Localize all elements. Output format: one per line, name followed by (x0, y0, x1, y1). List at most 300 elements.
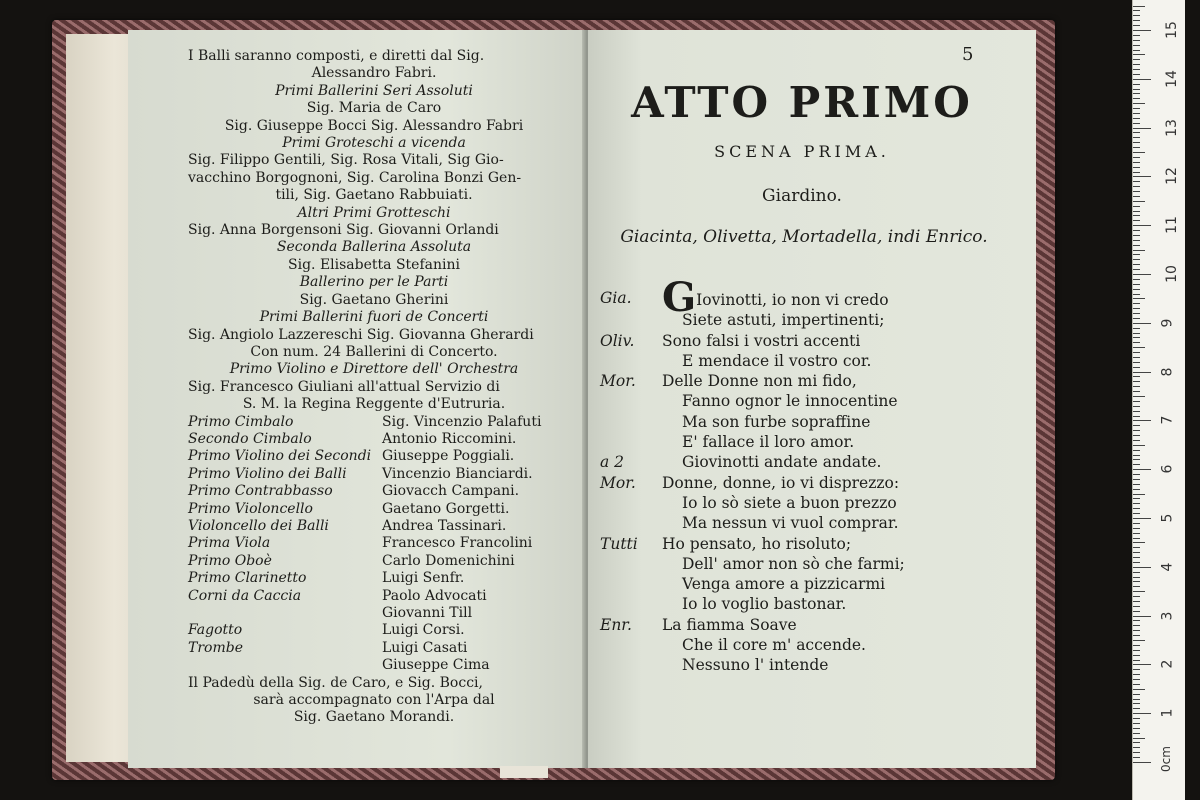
speaker (600, 513, 662, 533)
ruler-tick (1133, 396, 1145, 397)
ruler-tick (1133, 489, 1140, 490)
ruler-tick (1133, 93, 1140, 94)
ruler-tick (1133, 269, 1140, 270)
verse-line (600, 655, 1020, 675)
speaker (600, 594, 662, 614)
orchestra-row (188, 483, 560, 500)
ruler-number: 9 (1159, 318, 1176, 328)
verse-line (600, 351, 1020, 371)
orchestra-role (188, 657, 382, 674)
ruler-tick (1133, 103, 1145, 104)
ruler-number: 15 (1163, 21, 1180, 39)
ruler-tick (1133, 699, 1140, 700)
ruler-tick (1133, 211, 1140, 212)
ruler-tick (1133, 201, 1145, 202)
ruler-tick (1133, 401, 1140, 402)
left-page-line: vacchino Borgognoni, Sig. Carolina Bonzi Gen- (188, 169, 522, 186)
orchestra-member: Giovacch Campani. (382, 483, 520, 500)
verse-text: Ma nessun vi vuol comprar. (682, 514, 899, 533)
ruler-tick (1133, 513, 1140, 514)
verse-text: E' fallace il loro amor. (682, 433, 855, 452)
ruler-tick (1133, 6, 1145, 7)
ruler-tick (1133, 611, 1140, 612)
ruler-tick (1133, 367, 1140, 368)
ruler-tick (1133, 674, 1140, 675)
ruler-tick (1133, 669, 1140, 670)
page-number: 5 (962, 44, 974, 65)
speaker: a 2 (600, 453, 625, 472)
ruler-tick (1133, 113, 1140, 114)
ruler-tick (1133, 591, 1145, 592)
ruler-tick (1133, 416, 1140, 417)
verse-line (600, 331, 1020, 351)
verse-line (600, 473, 1020, 493)
verse-line (600, 412, 1020, 432)
verse-text: Dell' amor non sò che farmi; (682, 554, 905, 573)
ruler-tick (1133, 728, 1140, 729)
ruler-number: 3 (1159, 611, 1176, 621)
ruler-tick (1133, 381, 1140, 382)
verse-line (600, 594, 1020, 614)
orchestra-row (188, 605, 560, 622)
ruler-tick (1133, 459, 1140, 460)
ruler-tick (1133, 50, 1140, 51)
speaker (600, 635, 662, 655)
ruler-tick (1133, 508, 1140, 509)
orchestra-row (188, 518, 560, 535)
ruler-tick (1133, 254, 1140, 255)
ruler-tick (1133, 455, 1140, 456)
ruler-tick (1133, 235, 1140, 236)
closing-line: Sig. Gaetano Morandi. (293, 709, 455, 726)
ruler-tick (1133, 176, 1151, 177)
verse-line (600, 452, 1020, 472)
ruler-tick (1133, 294, 1140, 295)
ruler-tick (1133, 167, 1140, 168)
ruler-tick (1133, 738, 1145, 739)
ruler-tick (1133, 420, 1151, 421)
orchestra-member: Giuseppe Cima (382, 657, 490, 674)
ruler-tick (1133, 479, 1140, 480)
orchestra-role: Corni da Caccia (188, 587, 302, 604)
ruler-number: 14 (1163, 69, 1180, 88)
orchestra-member: Luigi Senfr. (382, 570, 465, 587)
ruler-number: 5 (1159, 513, 1176, 523)
verse-line (600, 635, 1020, 655)
ruler-tick (1133, 264, 1140, 265)
ruler-tick (1133, 474, 1140, 475)
orchestra-role: Primo Violino dei Balli (188, 465, 347, 482)
right-page (588, 30, 1036, 768)
ruler-tick (1133, 279, 1140, 280)
ruler-tick (1133, 347, 1145, 348)
verse-text: Delle Donne non mi fido, (662, 372, 857, 391)
orchestra-row (188, 570, 560, 587)
ruler-tick (1133, 30, 1151, 31)
ruler-tick (1133, 542, 1145, 543)
ruler-tick (1133, 35, 1140, 36)
orchestra-member: Sig. Vincenzio Palafuti (382, 413, 542, 430)
ruler-tick (1133, 391, 1140, 392)
ruler-tick (1133, 142, 1140, 143)
verse-line (600, 574, 1020, 594)
orchestra-row (188, 588, 560, 605)
ruler-tick (1133, 328, 1140, 329)
verse-line (600, 534, 1020, 554)
ruler-tick (1133, 664, 1151, 665)
ruler-tick (1133, 84, 1140, 85)
ruler-tick (1133, 498, 1140, 499)
verse-text: Fanno ognor le innocentine (682, 392, 898, 411)
orchestra-role: Fagotto (188, 622, 243, 639)
ruler-tick (1133, 650, 1140, 651)
orchestra-member: Vincenzio Bianciardi. (382, 465, 533, 482)
speaker (600, 351, 662, 371)
orchestra-row (188, 501, 560, 518)
ruler-tick (1133, 352, 1140, 353)
ruler-tick (1133, 503, 1140, 504)
ruler-tick (1133, 733, 1140, 734)
ruler-tick (1133, 567, 1151, 568)
ruler-tick (1133, 342, 1140, 343)
ruler-tick (1133, 59, 1140, 60)
left-page-line: Primi Ballerini fuori de Concerti (259, 309, 489, 326)
verse-text: Che il core m' accende. (682, 636, 866, 655)
ruler-tick (1133, 742, 1140, 743)
ruler-tick (1133, 430, 1140, 431)
verse-text: Ma son furbe sopraffine (682, 412, 871, 431)
verses (600, 274, 1020, 676)
orchestra-member: Gaetano Gorgetti. (382, 500, 510, 517)
ruler-tick (1133, 123, 1140, 124)
orchestra-role: Primo Contrabbasso (188, 483, 333, 500)
ruler-tick (1133, 694, 1140, 695)
closing-line: Il Padedù della Sig. de Caro, e Sig. Bocci, (188, 674, 483, 691)
orchestra-role: Primo Oboè (188, 552, 272, 569)
ruler-tick (1133, 357, 1140, 358)
orchestra-member: Luigi Casati (382, 639, 468, 656)
verse-text: Ho pensato, ho risoluto; (662, 534, 852, 553)
bookmark-tab (500, 766, 548, 778)
speaker (600, 412, 662, 432)
ruler-tick (1133, 15, 1140, 16)
ruler-tick (1133, 206, 1140, 207)
ruler-number: 11 (1163, 216, 1180, 235)
ruler-tick (1133, 425, 1140, 426)
ruler-tick (1133, 274, 1151, 275)
ruler-tick (1133, 181, 1140, 182)
ruler-tick (1133, 25, 1140, 26)
ruler-tick (1133, 655, 1140, 656)
ruler-tick (1133, 523, 1140, 524)
ruler-tick (1133, 20, 1140, 21)
orchestra-role: Violoncello dei Balli (188, 517, 329, 534)
ruler-tick (1133, 757, 1140, 758)
scene-characters: Giacinta, Olivetta, Mortadella, indi Enrico. (620, 227, 988, 247)
verse-line (600, 371, 1020, 391)
orchestra-row (188, 414, 560, 431)
ruler-tick (1133, 69, 1140, 70)
ruler-tick (1133, 601, 1140, 602)
left-page-line: Primi Groteschi a vicenda (282, 135, 466, 152)
orchestra-role: Primo Violoncello (188, 500, 313, 517)
ruler-tick (1133, 557, 1140, 558)
left-page-line: Sig. Francesco Giuliani all'attual Servizio di (188, 378, 500, 395)
left-page-line: Seconda Ballerina Assoluta (276, 239, 472, 256)
ruler-tick (1133, 552, 1140, 553)
speaker: Enr. (600, 615, 632, 634)
ruler-tick (1133, 362, 1140, 363)
verse-line (600, 432, 1020, 452)
ruler-tick (1133, 215, 1140, 216)
left-page-line: Ballerino per le Parti (299, 274, 449, 291)
ruler-tick (1133, 118, 1140, 119)
verse-text: Giovinotti andate andate. (682, 453, 882, 472)
ruler-tick (1133, 64, 1140, 65)
ruler-tick (1133, 74, 1140, 75)
ruler-tick (1133, 528, 1140, 529)
orchestra-row (188, 431, 560, 448)
closing-line: sarà accompagnato con l'Arpa dal (253, 692, 495, 709)
ruler-tick (1133, 132, 1140, 133)
ruler-tick (1133, 752, 1140, 753)
ruler-number: 6 (1159, 464, 1176, 474)
ruler-tick (1133, 533, 1140, 534)
orchestra-role: Secondo Cimbalo (188, 430, 312, 447)
speaker: Mor. (600, 372, 636, 391)
speaker (600, 493, 662, 513)
left-page-line: Sig. Maria de Caro (306, 100, 442, 117)
ruler-tick (1133, 494, 1145, 495)
orchestra-role: Primo Cimbalo (188, 413, 294, 430)
left-page-line: Sig. Angiolo Lazzereschi Sig. Giovanna Gherardi (188, 326, 534, 343)
ruler-tick (1133, 137, 1140, 138)
verse-line (600, 310, 1020, 330)
orchestra-role: Trombe (188, 639, 243, 656)
ruler-tick (1133, 162, 1140, 163)
ruler-tick (1133, 718, 1140, 719)
ruler-number: 7 (1159, 415, 1176, 425)
ruler-tick (1133, 323, 1151, 324)
ruler-tick (1133, 313, 1140, 314)
verse-text: Io lo sò siete a buon prezzo (682, 493, 897, 512)
ruler-tick (1133, 679, 1140, 680)
verse-text: Venga amore a pizzicarmi (682, 575, 886, 594)
ruler-tick (1133, 606, 1140, 607)
speaker (600, 574, 662, 594)
left-page-line: I Balli saranno composti, e diretti dal Sig. (188, 48, 485, 64)
orchestra-member: Paolo Advocati (382, 587, 487, 604)
verse-line (600, 493, 1020, 513)
left-page-line: Sig. Giuseppe Bocci Sig. Alessandro Fabri (224, 117, 524, 134)
ruler-tick (1133, 640, 1145, 641)
orchestra-row (188, 657, 560, 674)
ruler-tick (1133, 245, 1140, 246)
ruler-tick (1133, 723, 1140, 724)
ruler-tick (1133, 440, 1140, 441)
ruler-tick (1133, 191, 1140, 192)
ruler-tick (1133, 625, 1140, 626)
speaker: Oliv. (600, 331, 635, 350)
ruler-tick (1133, 713, 1151, 714)
orchestra-row (188, 535, 560, 552)
ruler-tick (1133, 108, 1140, 109)
ruler-tick (1133, 45, 1140, 46)
ruler-tick (1133, 230, 1140, 231)
left-page-line: Sig. Filippo Gentili, Sig. Rosa Vitali, Sig Gio- (188, 152, 504, 169)
orchestra-row (188, 640, 560, 657)
orchestra-member: Luigi Corsi. (382, 622, 465, 639)
ruler-unit: 0cm (1158, 746, 1173, 772)
ruler-tick (1133, 645, 1140, 646)
ruler-tick (1133, 54, 1145, 55)
ruler-tick (1133, 376, 1140, 377)
orchestra-member: Carlo Domenichini (382, 552, 515, 569)
ruler-tick (1133, 289, 1140, 290)
ruler-number: 10 (1163, 265, 1180, 283)
speaker (600, 391, 662, 411)
ruler-tick (1133, 220, 1140, 221)
verse-text: E mendace il vostro cor. (682, 351, 872, 370)
orchestra-row (188, 448, 560, 465)
ruler-tick (1133, 308, 1140, 309)
ruler-tick (1133, 630, 1140, 631)
left-page-line: Primo Violino e Direttore dell' Orchestra (229, 361, 519, 378)
left-page-line: Con num. 24 Ballerini di Concerto. (250, 343, 498, 360)
verse-line (600, 615, 1020, 635)
ruler-tick (1133, 337, 1140, 338)
ruler-tick (1133, 450, 1140, 451)
ruler-tick (1133, 445, 1145, 446)
ruler-tick (1133, 157, 1140, 158)
ruler-tick (1133, 196, 1140, 197)
left-page-line: Alessandro Fabri. (311, 65, 437, 82)
ruler-tick (1133, 152, 1145, 153)
orchestra-member: Andrea Tassinari. (382, 517, 507, 534)
left-page-text (188, 48, 560, 727)
ruler-tick (1133, 40, 1140, 41)
verse-text: La fiamma Soave (662, 615, 797, 634)
verse-text: Nessuno l' intende (682, 656, 829, 675)
ruler-tick (1133, 79, 1151, 80)
ruler-tick (1133, 411, 1140, 412)
left-page-line: Sig. Elisabetta Stefanini (288, 256, 460, 273)
ruler-tick (1133, 708, 1140, 709)
orchestra-member: Francesco Francolini (382, 535, 533, 552)
left-page-line: Sig. Anna Borgensoni Sig. Giovanni Orlandi (188, 222, 499, 239)
verse-line (600, 554, 1020, 574)
ruler-tick (1133, 406, 1140, 407)
ruler-tick (1133, 318, 1140, 319)
verse-text: Donne, donne, io vi disprezzo: (662, 473, 900, 492)
speaker (600, 554, 662, 574)
ruler-tick (1133, 172, 1140, 173)
ruler-tick (1133, 586, 1140, 587)
ruler-tick (1133, 581, 1140, 582)
speaker: Mor. (600, 473, 636, 492)
ruler-tick (1133, 620, 1140, 621)
left-page (128, 30, 586, 768)
ruler-tick (1133, 762, 1151, 763)
ruler-tick (1133, 240, 1140, 241)
ruler-tick (1133, 689, 1145, 690)
verse-text: GIovinotti, io non vi credo (662, 274, 889, 321)
ruler-tick (1133, 616, 1151, 617)
ruler-tick (1133, 372, 1151, 373)
left-page-line: Primi Ballerini Seri Assoluti (275, 82, 473, 99)
ruler-tick (1133, 538, 1140, 539)
speaker: Gia. (600, 289, 632, 307)
ruler-number: 1 (1159, 708, 1176, 718)
ruler-number: 2 (1159, 659, 1176, 669)
verse-text: Siete astuti, impertinenti; (682, 311, 885, 330)
orchestra-row (188, 553, 560, 570)
ruler-tick (1133, 128, 1151, 129)
ruler-tick (1133, 298, 1145, 299)
ruler-tick (1133, 635, 1140, 636)
orchestra-role (188, 605, 382, 622)
ruler-tick (1133, 684, 1140, 685)
orchestra-member: Giuseppe Poggiali. (382, 448, 515, 465)
ruler-number: 4 (1159, 562, 1176, 572)
ruler-tick (1133, 284, 1140, 285)
verse-text: Sono falsi i vostri accenti (662, 331, 861, 350)
orchestra-row (188, 622, 560, 639)
speaker (600, 655, 662, 675)
ruler-tick (1133, 518, 1151, 519)
left-page-line: Altri Primi Grotteschi (297, 204, 451, 221)
ruler-tick (1133, 89, 1140, 90)
ruler-tick (1133, 10, 1140, 11)
verse-text: Io lo voglio bastonar. (682, 595, 847, 614)
ruler-tick (1133, 186, 1140, 187)
ruler-tick (1133, 660, 1140, 661)
ruler-tick (1133, 747, 1140, 748)
ruler-tick (1133, 147, 1140, 148)
orchestra-role: Primo Clarinetto (188, 570, 307, 587)
scene-place: Giardino. (762, 186, 842, 206)
ruler-tick (1133, 596, 1140, 597)
ruler-tick (1133, 250, 1145, 251)
ruler-tick (1133, 562, 1140, 563)
measuring-ruler (1132, 0, 1185, 800)
ruler-tick (1133, 303, 1140, 304)
act-title: ATTO PRIMO (631, 78, 973, 127)
ruler-tick (1133, 225, 1151, 226)
speaker (600, 310, 662, 330)
ruler-tick (1133, 464, 1140, 465)
verse-line (600, 513, 1020, 533)
ruler-tick (1133, 572, 1140, 573)
ruler-tick (1133, 386, 1140, 387)
verse-line (600, 391, 1020, 411)
left-page-line: S. M. la Regina Reggente d'Eutruria. (242, 396, 506, 413)
ruler-tick (1133, 98, 1140, 99)
speaker (600, 432, 662, 452)
orchestra-member: Antonio Riccomini. (382, 430, 517, 447)
orchestra-member: Giovanni Till (382, 605, 473, 621)
ruler-tick (1133, 435, 1140, 436)
drop-cap: G (662, 274, 697, 321)
ruler-tick (1133, 484, 1140, 485)
orchestra-role: Primo Violino dei Secondi (188, 448, 372, 465)
ruler-tick (1133, 703, 1140, 704)
ruler-number: 8 (1159, 367, 1176, 377)
left-page-line: tili, Sig. Gaetano Rabbuiati. (275, 187, 473, 204)
ruler-tick (1133, 577, 1140, 578)
ruler-tick (1133, 547, 1140, 548)
speaker: Tutti (600, 534, 638, 553)
